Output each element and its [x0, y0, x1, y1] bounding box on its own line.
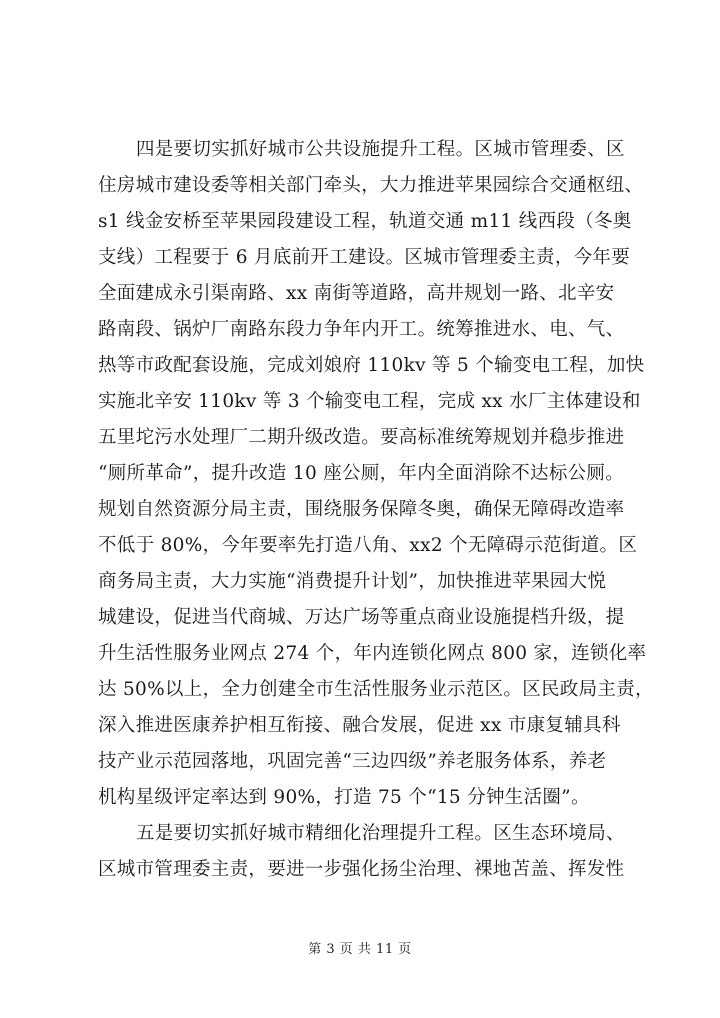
text-line: 五里坨污水处理厂二期升级改造。要高标准统筹规划并稳步推进: [98, 427, 625, 448]
document-body: [98, 132, 654, 888]
text-line: 规划自然资源分局主责，围绕服务保障冬奥，确保无障碍改造率: [98, 499, 625, 520]
text-line: 全面建成永引渠南路、xx 南街等道路，高井规划一路、北辛安: [98, 283, 615, 304]
text-line: 住房城市建设委等相关部门牵头，大力推进苹果园综合交通枢纽、: [98, 175, 644, 196]
text-line: 深入推进医康养护相互衔接、融合发展，促进 xx 市康复辅具科: [98, 715, 621, 736]
text-line: 技产业示范园落地，巩固完善“三边四级”养老服务体系，养老: [98, 751, 607, 772]
paragraph-fine-governance: [98, 816, 654, 888]
page-number-footer: 第 3 页 共 11 页: [308, 942, 412, 957]
text-line: 实施北辛安 110kv 等 3 个输变电工程，完成 xx 水厂主体建设和: [98, 391, 641, 412]
text-line: 热等市政配套设施，完成刘娘府 110kv 等 5 个输变电工程，加快: [98, 355, 645, 376]
text-line: s1 线金安桥至苹果园段建设工程，轨道交通 m11 线西段（冬奥: [98, 211, 632, 232]
text-line: 商务局主责，大力实施“消费提升计划”，加快推进苹果园大悦: [98, 571, 607, 592]
text-line: 四是要切实抓好城市公共设施提升工程。区城市管理委、区: [136, 139, 625, 160]
text-line: 城建设，促进当代商城、万达广场等重点商业设施提档升级，提: [98, 607, 625, 628]
text-line: 路南段、锅炉厂南路东段力争年内开工。统筹推进水、电、气、: [98, 319, 625, 340]
text-line: 五是要切实抓好城市精细化治理提升工程。区生态环境局、: [136, 823, 625, 844]
text-line: “厕所革命”，提升改造 10 座公厕，年内全面消除不达标公厕。: [98, 463, 625, 484]
text-line: 支线）工程要于 6 月底前开工建设。区城市管理委主责，今年要: [98, 247, 631, 268]
text-line: 达 50%以上，全力创建全市生活性服务业示范区。区民政局主责，: [98, 679, 654, 700]
text-line: 升生活性服务业网点 274 个，年内连锁化网点 800 家，连锁化率: [98, 643, 647, 664]
paragraph-public-facilities: [98, 132, 654, 816]
text-line: 区城市管理委主责，要进一步强化扬尘治理、裸地苫盖、挥发性: [98, 859, 625, 880]
text-line: 机构星级评定率达到 90%，打造 75 个“15 分钟生活圈”。: [98, 787, 590, 808]
text-line: 不低于 80%，今年要率先打造八角、xx2 个无障碍示范街道。区: [98, 535, 638, 556]
